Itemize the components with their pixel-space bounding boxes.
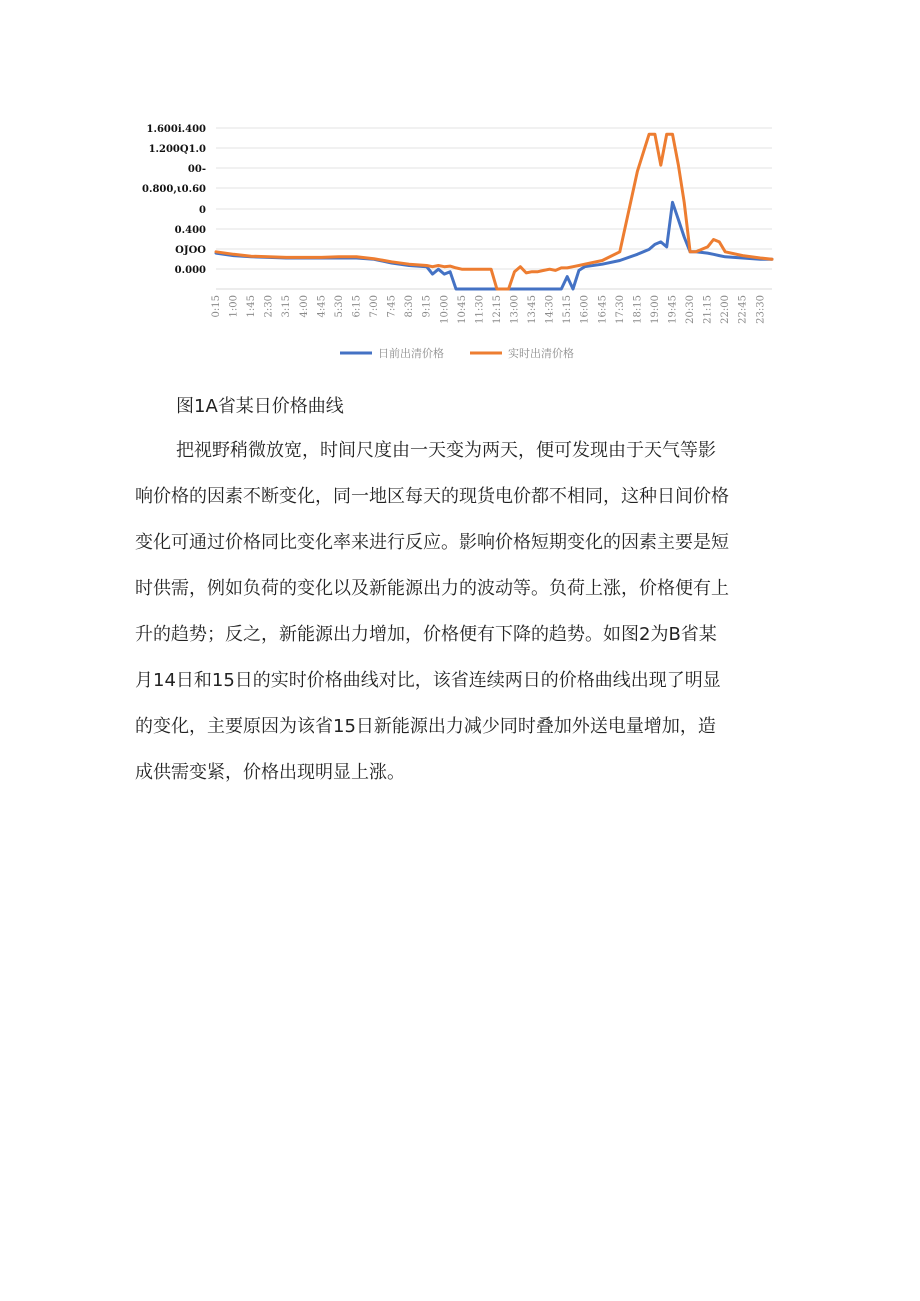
x-tick-label: 16:45: [597, 295, 609, 324]
price-line-chart: [140, 110, 800, 370]
x-tick-label: 4:45: [316, 295, 328, 318]
y-tick-label: 1.600i.400: [146, 124, 206, 135]
x-tick-label: 8:30: [404, 295, 416, 318]
y-tick-label: OJOO: [175, 245, 206, 256]
x-tick-label: 11:30: [474, 295, 486, 324]
x-tick-label: 21:15: [702, 295, 714, 324]
paragraph-line: 的变化，主要原因为该省15日新能源出力减少同时叠加外送电量增加，造: [135, 716, 716, 737]
x-tick-label: 19:45: [667, 295, 679, 324]
y-tick-label: 0: [199, 205, 206, 216]
x-tick-label: 5:30: [333, 295, 345, 318]
x-tick-label: 10:45: [456, 295, 468, 324]
x-tick-label: 1:45: [246, 295, 258, 318]
paragraph-line: 时供需，例如负荷的变化以及新能源出力的波动等。负荷上涨，价格便有上: [135, 578, 729, 599]
y-axis-tick-labels: [142, 124, 206, 276]
x-tick-label: 3:15: [281, 295, 293, 318]
y-tick-label: 0.800,ι0.60: [142, 184, 206, 195]
y-tick-label: 00-: [187, 164, 206, 175]
x-tick-label: 18:15: [632, 295, 644, 324]
body-paragraph: [135, 428, 790, 796]
x-tick-label: 12:15: [491, 295, 503, 324]
figure-caption: 图1A省某日价格曲线: [176, 396, 344, 417]
x-tick-label: 13:00: [509, 295, 521, 324]
x-tick-label: 6:15: [351, 295, 363, 318]
x-tick-label: 7:45: [386, 295, 398, 318]
paragraph-line: 月14日和15日的实时价格曲线对比，该省连续两日的价格曲线出现了明显: [135, 670, 721, 691]
y-tick-label: 1.200Q1.0: [148, 144, 206, 155]
x-tick-label: 1:00: [228, 295, 240, 318]
x-tick-label: 10:00: [439, 295, 451, 324]
paragraph-line: 响价格的因素不断变化，同一地区每天的现货电价都不相同，这种日间价格: [135, 486, 729, 507]
x-tick-label: 9:15: [421, 295, 433, 318]
x-tick-label: 17:30: [614, 295, 626, 324]
x-axis-tick-labels: [211, 295, 766, 324]
y-tick-label: 0.000: [174, 265, 206, 276]
x-tick-label: 23:30: [755, 295, 767, 324]
x-tick-label: 7:00: [369, 295, 381, 318]
x-tick-label: 22:45: [737, 295, 749, 324]
paragraph-line: 成供需变紧，价格出现明显上涨。: [135, 762, 405, 783]
paragraph-line: 升的趋势；反之，新能源出力增加，价格便有下降的趋势。如图2为B省某: [135, 624, 717, 645]
x-tick-label: 19:00: [649, 295, 661, 324]
x-tick-label: 20:30: [685, 295, 697, 324]
chart-legend: [340, 346, 574, 360]
x-tick-label: 4:00: [298, 295, 310, 318]
legend-label: 日前出清价格: [378, 347, 444, 360]
chart-gridlines: [216, 128, 772, 289]
legend-label: 实时出清价格: [508, 347, 574, 360]
x-tick-label: 0:15: [211, 295, 222, 318]
x-tick-label: 16:00: [579, 295, 591, 324]
paragraph-line: 变化可通过价格同比变化率来进行反应。影响价格短期变化的因素主要是短: [135, 532, 729, 553]
x-tick-label: 2:30: [263, 295, 275, 318]
real-time-price-line: [216, 134, 772, 289]
x-tick-label: 15:15: [562, 295, 574, 324]
chart-series-lines: [216, 134, 772, 289]
paragraph-line: 把视野稍微放宽，时间尺度由一天变为两天，便可发现由于天气等影: [176, 440, 716, 461]
x-tick-label: 22:00: [720, 295, 732, 324]
x-tick-label: 13:45: [527, 295, 539, 324]
x-tick-label: 14:30: [544, 295, 556, 324]
y-tick-label: 0.400: [174, 225, 206, 236]
